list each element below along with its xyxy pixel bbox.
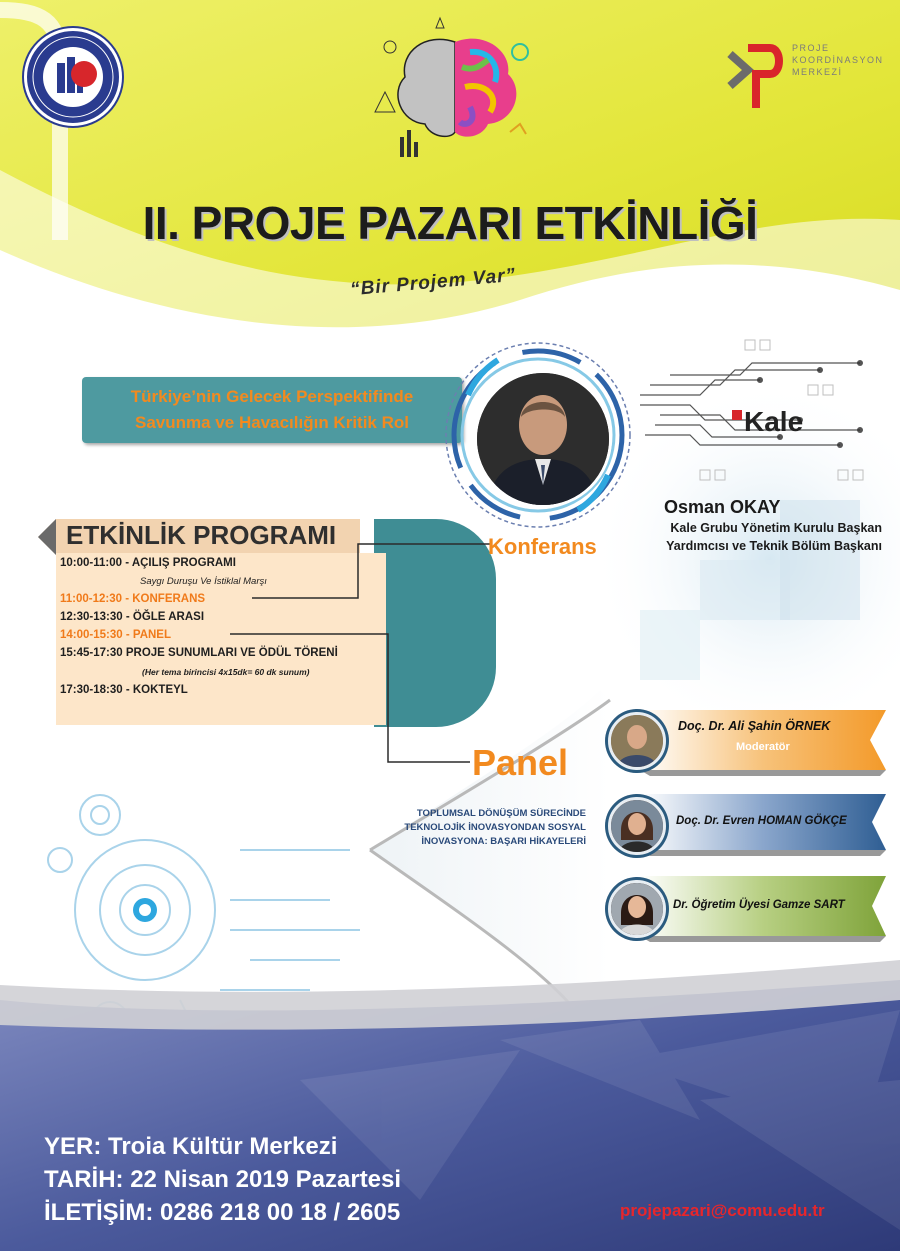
panelist-portrait-icon [611, 715, 663, 767]
venue-text: YER: Troia Kültür Merkezi [44, 1133, 338, 1160]
program-item: 17:30-18:30 - KOKTEYL [60, 684, 188, 696]
coordination-center-text: PROJE KOORDİNASYON MERKEZİ [792, 43, 884, 77]
conference-topic-line2: Savunma ve Havacılığın Kritik Rol [135, 413, 409, 432]
speaker-role [614, 519, 882, 555]
sponsor-name: Kale [744, 406, 804, 437]
university-seal-logo [24, 28, 122, 126]
brain-illustration-icon [370, 12, 540, 162]
speaker-name: Osman OKAY [664, 497, 781, 517]
program-item-note: (Her tema birincisi 4x15dk= 60 dk sunum) [142, 667, 310, 677]
panelist-1-avatar [608, 712, 666, 770]
panel-topic [390, 807, 586, 849]
page-title: II. PROJE PAZARI ETKİNLİĞİ [142, 197, 758, 249]
event-slogan: “Bir Projem Var” [349, 264, 517, 301]
panelist-3-name: Dr. Öğretim Üyesi Gamze SART [673, 899, 845, 911]
speaker-role-line2: Yardımcısı ve Teknik Bölüm Başkanı [666, 539, 882, 553]
panelist-portrait-icon [611, 800, 663, 852]
pkm-chevron-icon [726, 40, 790, 112]
crescent-flag-icon [71, 61, 97, 87]
speaker-role-line1: Kale Grubu Yönetim Kurulu Başkan [670, 521, 882, 535]
speaker-photo [474, 370, 612, 508]
event-details [44, 1130, 401, 1229]
program-connector-lines [230, 540, 500, 780]
panelist-1-role: Moderatör [736, 741, 790, 753]
panelist-portrait-icon [611, 883, 663, 935]
conference-topic-box [82, 377, 462, 443]
panelist-2-avatar [608, 797, 666, 855]
panel-label: Panel [472, 742, 569, 783]
program-title: ETKİNLİK PROGRAMI [66, 520, 337, 550]
panelist-1-name: Doç. Dr. Ali Şahin ÖRNEK [678, 719, 831, 733]
contact-text: İLETİŞİM: 0286 218 00 18 / 2605 [44, 1199, 401, 1226]
coordination-center-logo [726, 40, 884, 112]
program-item: 15:45-17:30 PROJE SUNUMLARI VE ÖDÜL TÖRENİ [60, 647, 338, 659]
program-item-conference: 11:00-12:30 - KONFERANS [60, 593, 206, 605]
panelist-2-name: Doç. Dr. Evren HOMAN GÖKÇE [676, 815, 847, 827]
program-item-panel: 14:00-15:30 - PANEL [60, 629, 171, 641]
program-item: 12:30-13:30 - ÖĞLE ARASI [60, 611, 205, 623]
panel-topic-line1: TOPLUMSAL DÖNÜŞÜM SÜRECİNDE [416, 808, 586, 819]
panelist-3-avatar [608, 880, 666, 938]
sponsor-logo [732, 406, 803, 438]
date-text: TARİH: 22 Nisan 2019 Pazartesi [44, 1166, 402, 1193]
kale-square-icon [732, 410, 742, 420]
panel-topic-line2: TEKNOLOJİK İNOVASYONDAN SOSYAL [404, 822, 586, 833]
conference-topic-line1: Türkiye’nin Gelecek Perspektifinde [130, 387, 414, 406]
program-item-note: Saygı Duruşu Ve İstiklal Marşı [140, 576, 267, 587]
speaker-portrait-icon [477, 373, 609, 505]
program-item: 10:00-11:00 - AÇILIŞ PROGRAMI [60, 557, 236, 569]
contact-email-link[interactable]: projepazari@comu.edu.tr [620, 1201, 825, 1220]
panel-topic-line3: İNOVASYONA: BAŞARI HİKAYELERİ [421, 836, 586, 847]
conference-label: Konferans [488, 534, 597, 559]
